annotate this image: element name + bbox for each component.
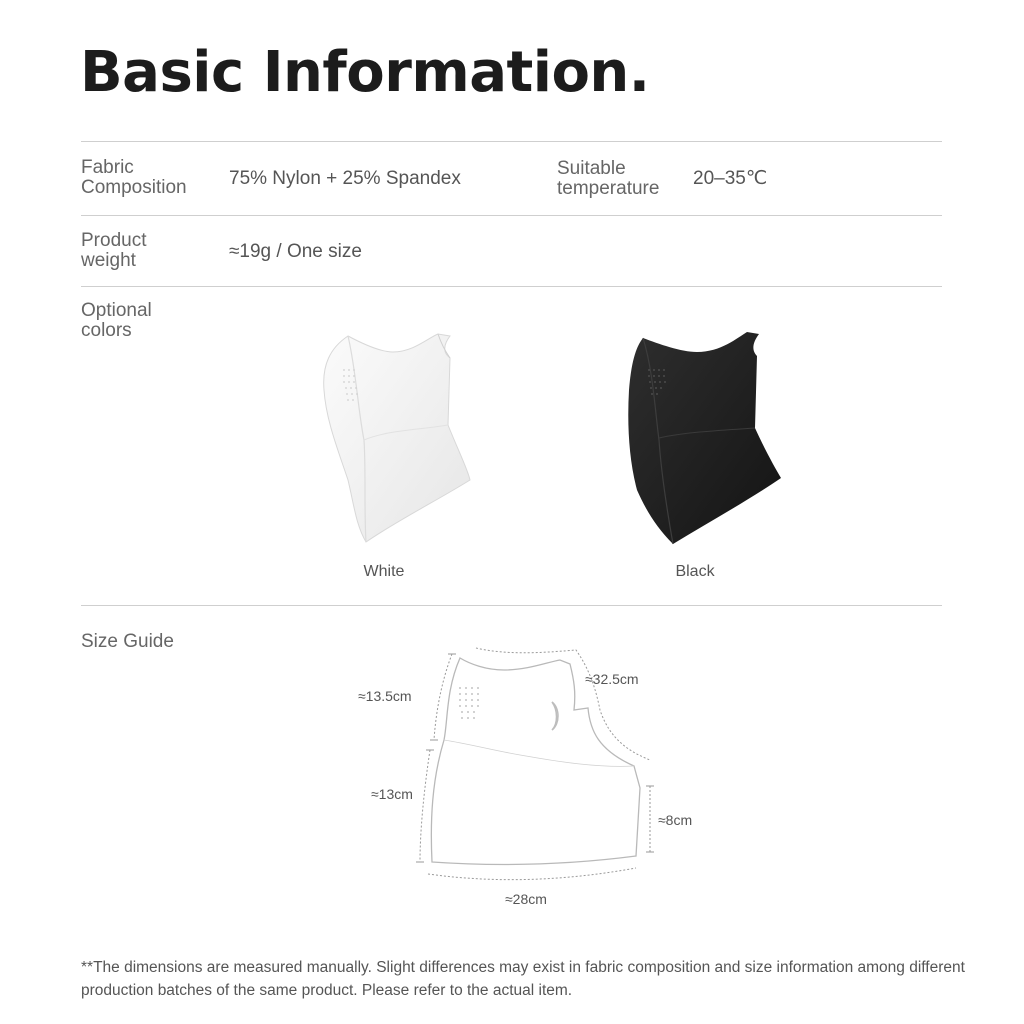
dimension-bottom: ≈28cm: [505, 891, 547, 907]
page-title: Basic Information.: [80, 40, 650, 105]
footnote: **The dimensions are measured manually. Slight differences may exist in fabric composition and size information among different production batches of the same product. Please refer to the actual item.: [81, 959, 965, 999]
divider: [81, 605, 942, 606]
color-name-white: White: [363, 563, 405, 580]
fabric-composition-value: 75% Nylon + 25% Spandex: [229, 168, 461, 189]
divider: [81, 141, 942, 142]
black-mask-image: [625, 330, 785, 545]
dimension-top-right: ≈32.5cm: [585, 671, 639, 687]
dimension-top-left: ≈13.5cm: [358, 688, 412, 704]
product-weight-value: ≈19g / One size: [229, 241, 362, 262]
size-guide-label: Size Guide: [81, 631, 174, 652]
temperature-value: 20–35℃: [693, 168, 768, 189]
dimension-right: ≈8cm: [658, 812, 693, 828]
white-mask-image: [318, 330, 478, 545]
color-name-black: Black: [675, 563, 715, 580]
divider: [81, 215, 942, 216]
temperature-label: Suitable temperature: [557, 158, 660, 199]
divider: [81, 286, 942, 287]
product-weight-label: Product weight: [81, 230, 147, 271]
optional-colors-label: Optional colors: [81, 300, 152, 341]
dimension-left: ≈13cm: [371, 786, 413, 802]
fabric-composition-label: Fabric Composition: [81, 157, 187, 198]
